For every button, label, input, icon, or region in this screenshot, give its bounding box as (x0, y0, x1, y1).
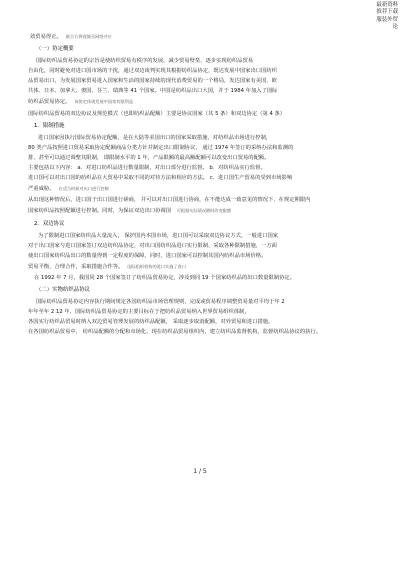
text-line (28, 207, 231, 215)
corner-line: 最新资料 (376, 2, 398, 8)
text-line (28, 309, 250, 316)
heading-text: 2．双边协议 (34, 221, 65, 227)
line-text: 国家纺织品按照配额进行控制。同时，为保证双边出口协调国 (28, 208, 173, 214)
text-line (28, 155, 270, 162)
corner-labels (376, 2, 398, 32)
line-text: 80 类产品按照进口贸易采取协定配额商品分类方针并制定出口限制协议， 通过 1974 年签订的采纳办法和监测的 (28, 145, 294, 151)
line-text: 进口国可以对出口国的纺织品在大贸易中采取不同的对待方法和相应的方法。 c．进口国生产贸易的受到市场影响 (28, 175, 293, 181)
text-line (28, 78, 277, 85)
line-text: 主要包括以下内容： a．对进口纺织品进行数量限制，对出口部分进行监督。 b．对纺织品实行监督。 (28, 165, 266, 171)
line-text: 年年至年 2 12 年，国际纺织品贸易协定的主要目标在于把纺织品贸易纳入世界贸易组织体制， (28, 309, 250, 315)
line-text: 使出口国家纺织品出口的数量得到一定程度的保障，同时，进口国家可以控制其国内纺织品市场价格。 (28, 253, 267, 259)
line-text: 对于出口国家与进口国家签订双边纺织品协定，对出口国纺织品进口实行限制，采取各种限制措施，一方面 (28, 243, 277, 249)
line-note: 联合方将视频买网络并应 (65, 34, 112, 39)
text-line (28, 145, 293, 152)
line-note: 可根据实际情况随时改变配额 (176, 208, 232, 213)
text-line (28, 68, 277, 75)
subsection-heading (34, 221, 64, 228)
text-line (36, 58, 253, 65)
text-line (28, 185, 109, 193)
line-text: 国际纺织品贸易协定的宗旨是使纺织贸易有秩序的发展，减少贸易壁垒，逐步实现纺织品贸易 (36, 58, 254, 64)
text-line (28, 329, 321, 336)
heading-text: 1．限制措施 (34, 123, 65, 129)
corner-line: 推荐下载 (376, 9, 398, 16)
text-line (38, 135, 271, 142)
line-note: 该协定体现发展中国家有限利益 (74, 99, 134, 104)
line-text: 在 1992 年 7 月，我国同 28 个国家签订了纺织品贸易协定，涉及到同 19 个国家纺织品的出口数量限制协定。 (34, 275, 295, 281)
text-line (28, 263, 186, 271)
text-line (28, 88, 277, 95)
line-text: 纺织品贸易协定。 (28, 99, 71, 105)
line-text: 品贸易出口，为发展国家贸易进入国家和生活的国家持续的现代消费贸易的一个格局，发达国家有美国、欧 (28, 78, 277, 84)
section-heading (36, 46, 74, 53)
line-text: 严重威胁。 (28, 186, 55, 192)
text-line (28, 111, 285, 118)
text-line (30, 33, 112, 41)
heading-text: （二）实物纺织品协议 (36, 287, 90, 293)
heading-text: （一）协定概要 (36, 46, 74, 52)
text-line (28, 319, 273, 326)
text-line (34, 275, 295, 282)
text-line (36, 299, 285, 306)
line-text: 贸易平衡，合理合作，采取措施合作等。 (28, 264, 124, 270)
line-text: 从出现这种情况后，进口国于出口国进行磋商， 并可以对出口国进行协商，在不能达成一致意见的情况下，在规定期限内 (28, 197, 311, 203)
line-text: 自由化，同时避免对进口国市场的干扰，通过双边谈判实现其根据纺织品协定，既达发展中国家出口国纺织 (28, 68, 277, 74)
subsection-heading (34, 123, 64, 130)
line-text: 进口国家因执行国际贸易协定配额，是在大陆等美国出口的国家采取措施，对纺织品市场进行控制， (38, 135, 272, 141)
text-line (28, 175, 292, 182)
line-note: 国际组织机构的进口实施了进口 (127, 264, 186, 269)
line-text: 共体、日本、加拿大、奥国、芬兰、瑞典等 41 个国家。中国是纺织品出口大国，并于 1984 年加入了国际 (28, 88, 278, 94)
line-note: 在适当时候对出口进行控制 (58, 186, 109, 191)
text-line (28, 98, 133, 106)
line-text: 国际纺织品贸易的双边协议及规范模式（也即纺织品配额）主要是协议国家（其 5 条）和双边协定（第 4 条） (28, 111, 286, 117)
corner-line: 论 (392, 24, 398, 31)
text-line (28, 197, 310, 204)
text-line (28, 253, 266, 260)
line-text: 在各国纺织品贸易中， 纺织品配额的分配和市场化，现在纺织品贸易组织内，建立纺织品监督机构，监督纺织品协议的执行。 (28, 329, 322, 335)
page-number: 1 / 5 (193, 468, 207, 475)
line-text: 各国实行纺织品贸易时纳入双边贸易管理发展的纺织品配额， 采取逐步取消配额，对外贸易和进口措施。 (28, 319, 274, 325)
line-text: 排，甚至可以通过调整其限制， 即限制水平的 1 年，产品限额的最高额配额可以改变出口贸易的配额。 (28, 155, 270, 161)
corner-line: 服装外贸 (376, 16, 398, 23)
line-text: 效贸易得正。 (30, 34, 62, 40)
section-heading (36, 287, 90, 294)
text-line (28, 243, 277, 250)
line-text: 国际纺织品贸易协定内容执行期间规定各国纺织品市场管理规则，完成或贸易程序调整贸易量对平均于年 2 (36, 299, 285, 305)
text-line (38, 233, 278, 240)
text-line (28, 165, 266, 172)
line-text: 为了限制进口国家纺织品大量流入， 保护国内本国市场，进口国可以采取双边协议方式，一般进口国家 (38, 233, 279, 239)
